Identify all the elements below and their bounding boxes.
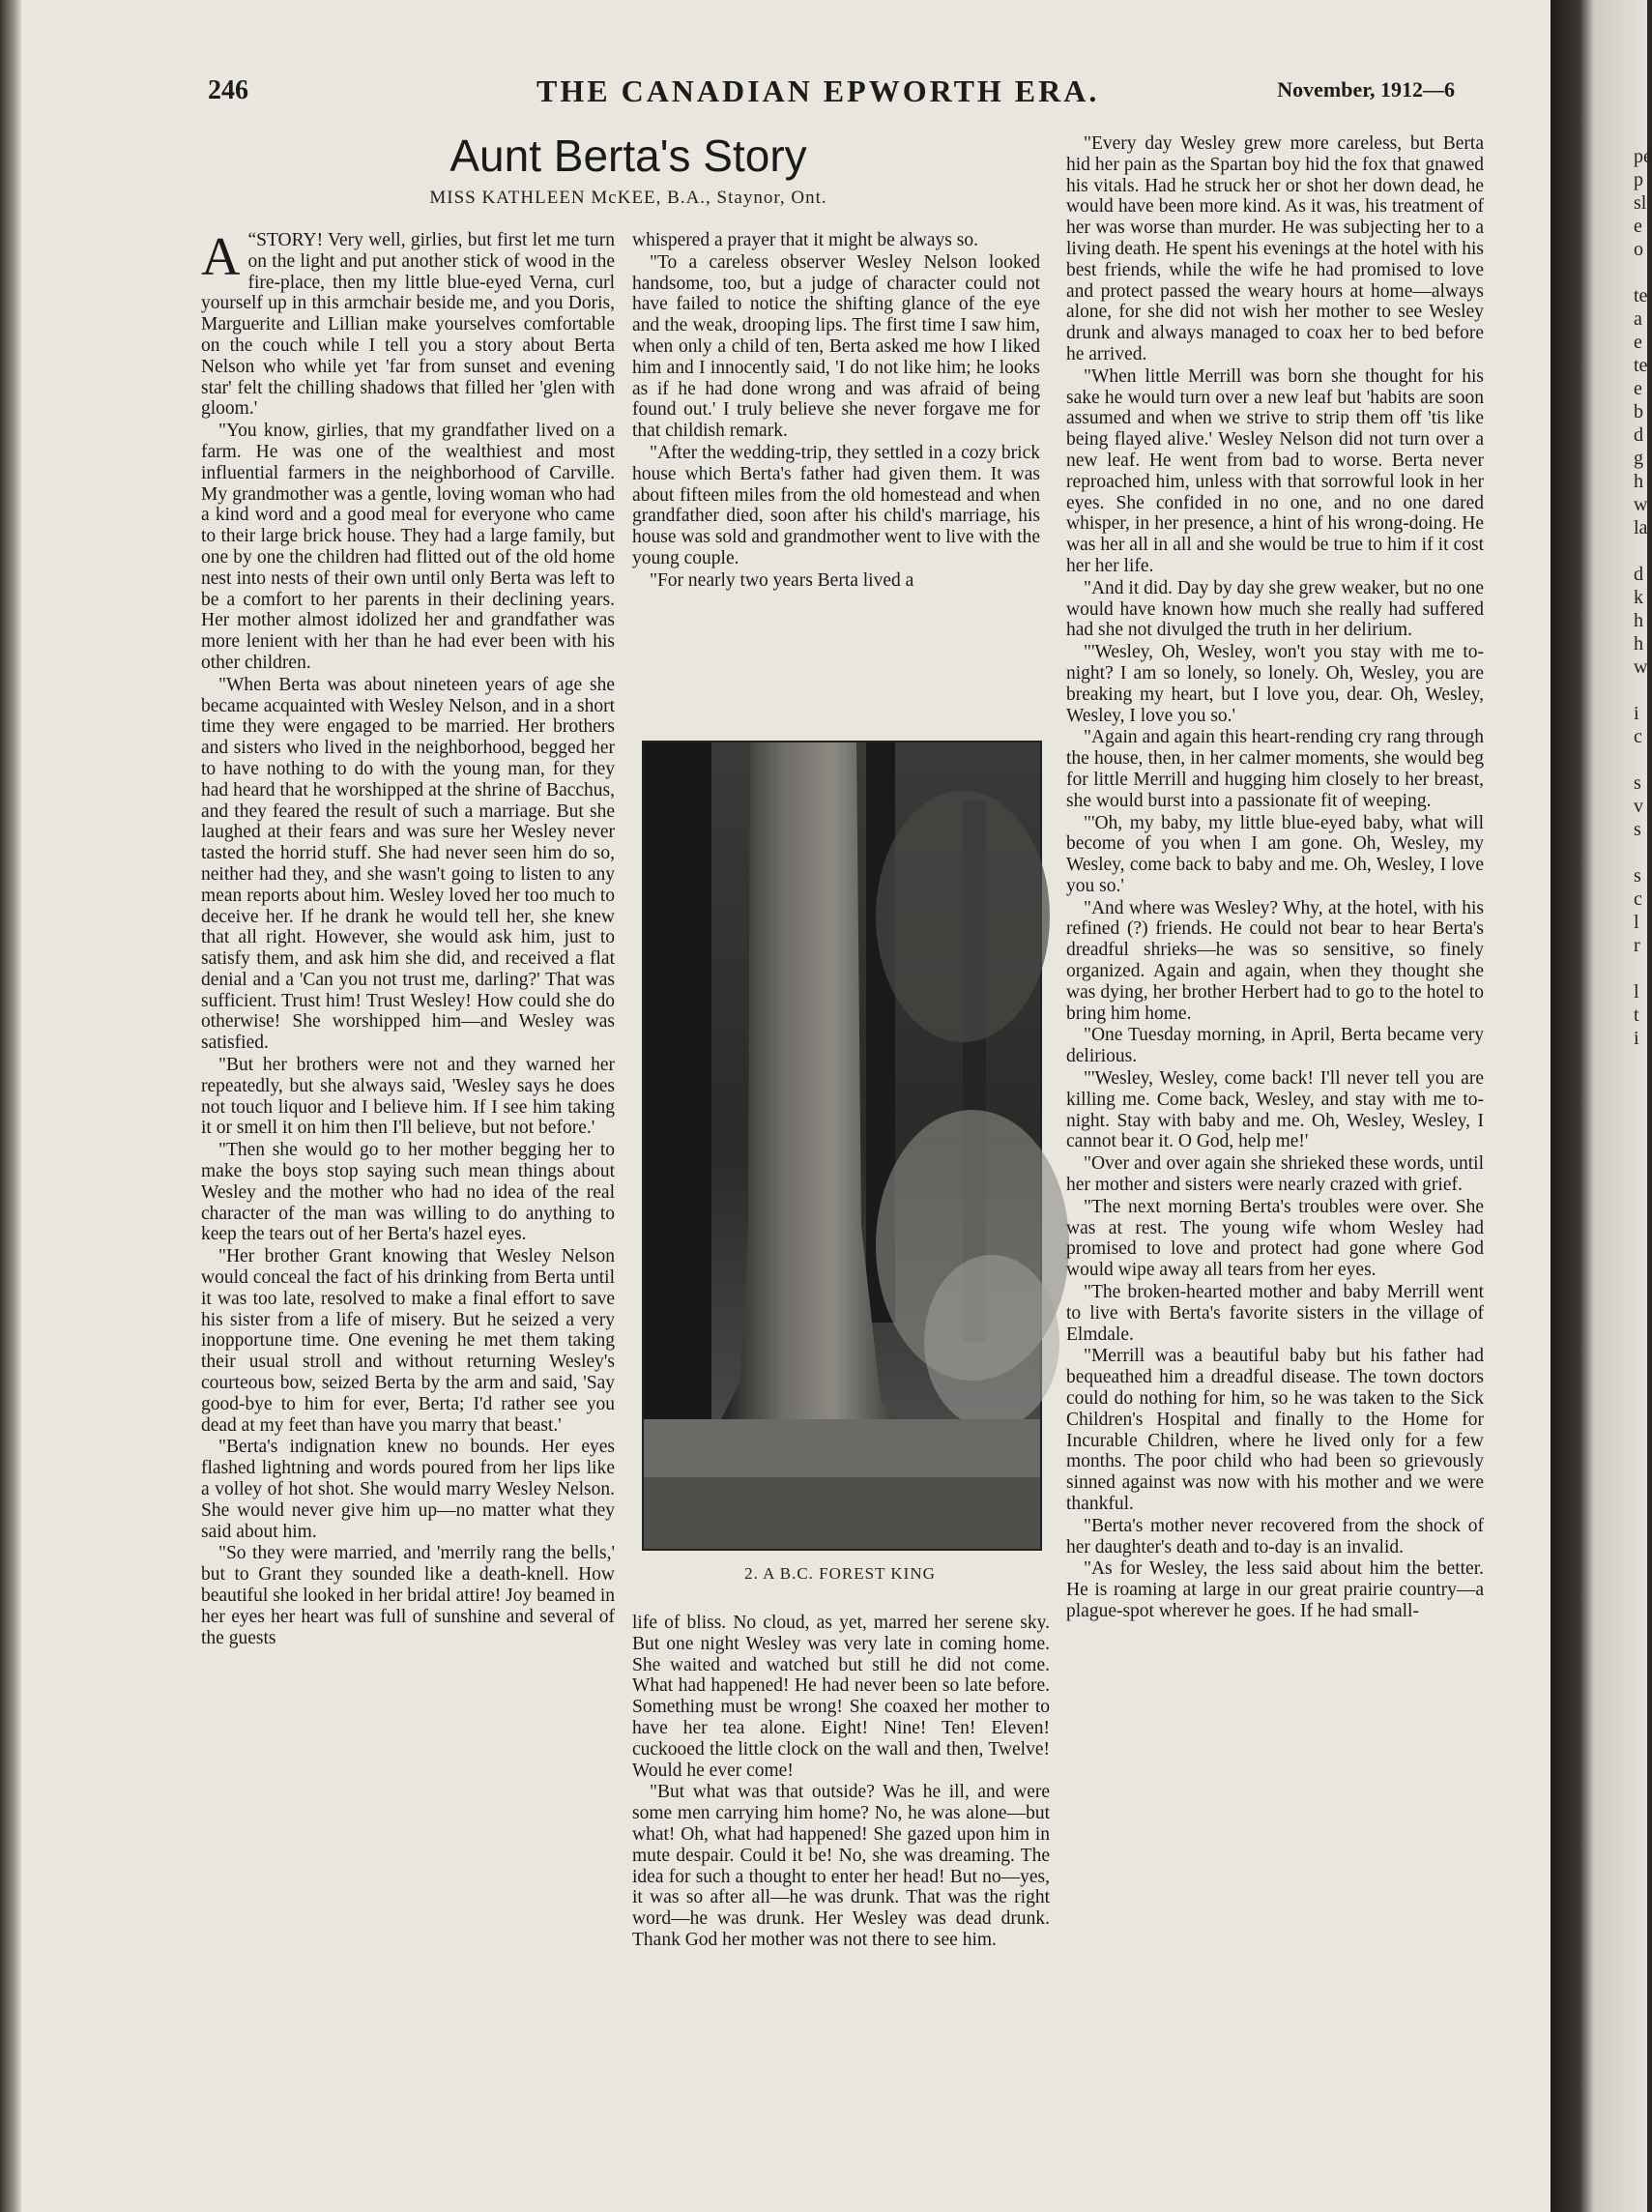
paragraph: "The next morning Berta's troubles were over. She was at rest. The young wife whom Wesley had promised to love and protect had gone where God would wipe away all tears from her eyes. xyxy=(1066,1196,1484,1281)
issue-date: November, 1912—6 xyxy=(1277,77,1455,102)
article-title: Aunt Berta's Story xyxy=(449,131,807,181)
paragraph: "'Wesley, Oh, Wesley, won't you stay with me to-night? I am so lonely, so lonely. Oh, Wesley, you are breaking my heart, but I love you, dear. Oh, Wesley, Wesley, I love you so.' xyxy=(1066,642,1484,726)
paragraph: "So they were married, and 'merrily rang the bells,' but to Grant they sounded like a death-knell. How beautiful she looked in her bridal attire! Joy beamed in her eyes her heart was full of sunshine and several of the guests xyxy=(201,1543,615,1648)
paragraph: life of bliss. No cloud, as yet, marred her serene sky. But one night Wesley was very late in coming home. She waited and watched but still he did not come. What had happened! He had never been so late before. Something must be wrong! She coaxed her mother to have her tea alone. Eight! Nine! Ten! Eleven! cuckooed the little clock on the wall and then, Twelve! Would he ever come! xyxy=(632,1613,1050,1781)
paragraph: "Again and again this heart-rending cry rang through the house, then, in her calmer moments, she would beg for little Merrill and hugging him closely to her breast, she would burst into a passionate fit of weeping. xyxy=(1066,727,1484,811)
paragraph: "After the wedding-trip, they settled in a cozy brick house which Berta's father had given them. It was about fifteen miles from the old homestead and when grandfather died, soon after his child's marriage, his house was sold and grandmother went to live with the young couple. xyxy=(632,442,1040,568)
facing-page-text-fragment: pe p sl e o te a e te e b d g h w la d k h h w i c s v s s c l r l t i xyxy=(1634,146,1652,1049)
paragraph: "But what was that outside? Was he ill, and were some men carrying him home? No, he was alone—but what! Oh, what had happened! She gazed upon him in mute despair. Could it be! No, she was dreaming. The idea for such a thought to enter her head! But no—yes, it was so after all—he was drunk. That was the right word—he was drunk. Her Wesley was dead drunk. Thank God her mother was not there to see him. xyxy=(632,1782,1050,1950)
article-byline: MISS KATHLEEN McKEE, B.A., Staynor, Ont. xyxy=(429,188,827,208)
paragraph: "'Oh, my baby, my little blue-eyed baby, what will become of you when I am gone. Oh, Wesley, my Wesley, come back to baby and me. Oh, Wesley, I love you so.' xyxy=(1066,812,1484,896)
paragraph: "For nearly two years Berta lived a xyxy=(650,569,914,591)
journal-title: THE CANADIAN EPWORTH ERA. xyxy=(536,73,1100,108)
photo-caption: 2. A B.C. FOREST KING xyxy=(744,1564,936,1583)
column-1 xyxy=(201,227,615,2096)
paragraph: "Her brother Grant knowing that Wesley Nelson would conceal the fact of his drinking from Berta until it was too late, resolved to make a final effort to save his sister from a life of misery. But he seized a very inopportune time. One evening he met them taking their usual stroll and without returning Wesley's courteous bow, seized Berta by the arm and said, 'Say good-bye to him for ever, Berta; I'd rather see you dead at my feet than have you marry that beast.' xyxy=(201,1246,615,1436)
page-header xyxy=(208,73,1455,112)
paragraph: whispered a prayer that it might be always so. xyxy=(632,230,978,250)
paragraph: "Berta's mother never recovered from the shock of her daughter's death and to-day is an invalid. xyxy=(1066,1515,1484,1557)
paragraph: "As for Wesley, the less said about him the better. He is roaming at large in our great prairie country—a plague-spot wherever he goes. If he had small- xyxy=(1066,1558,1484,1621)
column-2-bottom xyxy=(632,1613,1050,2106)
paragraph: "One Tuesday morning, in April, Berta became very delirious. xyxy=(1066,1025,1484,1067)
paragraph: "Merrill was a beautiful baby but his father had bequeathed him a dreadful disease. The town doctors could do nothing for him, so he was taken to the Sick Children's Hospital and finally to the Home for Incurable Children, where he lived only for a few months. The poor child who had been so grievously sinned against was now with his mother and we were thankful. xyxy=(1066,1346,1484,1514)
column-3 xyxy=(1066,133,1484,2106)
paragraph: "Every day Wesley grew more careless, but Berta hid her pain as the Spartan boy hid the fox that gnawed his vitals. Had he struck her or shot her down dead, he would have been more kind. As it was, his treatment of her was worse than murder. He was subjecting her to a living death. He spent his evenings at the hotel with his best friends, while the wife he had promised to love and protect passed the weary hours at home—always alone, for she did not wish her mother to see Wesley drunk and always managed to coax her to bed before he arrived. xyxy=(1066,133,1484,364)
paragraph: "And where was Wesley? Why, at the hotel, with his refined (?) friends. He could not bear to hear Berta's dreadful shrieks—he was so sensitive, so finely organized. Again and again, when they thought she was dying, her brother Herbert had to go to the hotel to bring him home. xyxy=(1066,897,1484,1024)
paragraph: "The broken-hearted mother and baby Merrill went to live with Berta's favorite sisters in the village of Elmdale. xyxy=(1066,1282,1484,1345)
paragraph: "When little Merrill was born she thought for his sake he would turn over a new leaf but 'habits are soon assumed and when we strive to strip them off 'tis like being flayed alive.' Wesley Nelson did not turn over a new leaf. He went from bad to worse. Berta never reproached him, unless with that sorrowful look in her eyes. She confided in no one, and no one dared whisper, in her presence, a hint of his wrong-doing. He was her all in all and she would be true to him if it cost her her life. xyxy=(1066,365,1484,576)
paragraph: "'Wesley, Wesley, come back! I'll never tell you are killing me. Come back, Wesley, and stay with me to-night. Stay with baby and me. Oh, Wesley, Wesley, I cannot bear it. O God, help me!' xyxy=(1066,1068,1484,1152)
forest-photo xyxy=(642,741,1042,1551)
paragraph: “ A STORY! Very well, girlies, but first let me turn on the light and put another stick of wood in the fire-place, then my little blue-eyed Verna, curl yourself up in this armchair beside me, and you Doris, Marguerite and Lillian make yourselves comfortable on the couch while I tell you a story about Berta Nelson who while yet 'far from sunset and evening star' felt the chilling shadows that filled her 'glen with gloom.' xyxy=(201,227,615,420)
paragraph: "You know, girlies, that my grandfather lived on a farm. He was one of the wealthiest and most influential farmers in the neighborhood of Carville. My grandmother was a gentle, loving woman who had a kind word and a good meal for everyone who came to their large brick house. They had a large family, but one by one the children had flitted out of the old home nest into nests of their own until only Berta was left to be a comfort to her parents in their declining years. Her mother almost idolized her and grandfather was more lenient with her than he had ever been with his other children. xyxy=(201,421,615,673)
paragraph: "To a careless observer Wesley Nelson looked handsome, too, but a judge of character could not have failed to notice the shifting glance of the eye and the weak, drooping lips. The first time I saw him, when only a child of ten, Berta asked me how I liked him and I innocently said, 'I do not like him; he looks as if he had done wrong and was afraid of being found out.' I truly believe she never forgave me for that childish remark. xyxy=(632,251,1040,442)
paragraph: "Over and over again she shrieked these words, until her mother and sisters were nearly crazed with grief. xyxy=(1066,1153,1484,1196)
facing-page-edge xyxy=(1551,0,1652,2212)
paragraph: "But her brothers were not and they warned her repeatedly, but she always said, 'Wesley says he does not touch liquor and I believe him. If I see him taking it or smell it on him then I'll believe, but not before.' xyxy=(201,1055,615,1139)
paragraph: "When Berta was about nineteen years of age she became acquainted with Wesley Nelson, and in a short time they were engaged to be married. Her brothers and sisters who lived in the neighborhood, begged her to have nothing to do with the young man, for they had heard that he worshipped at the shrine of Bacchus, and they feared the result of such a marriage. But she laughed at their fears and was sure her Wesley never tasted the horrid stuff. She had never seen him do so, neither had they, and she wasn't going to listen to any mean reports about him. Wesley loved her too much to deceive her. If he drank he would tell her, she knew that all right. However, she would ask him, just to satisfy them, and ask him she did, and received a flat denial and a 'Can you not trust me, darling?' That was sufficient. Trust him! Trust Wesley! How could she do otherwise! She worshipped him—and Wesley was satisfied. xyxy=(201,674,615,1054)
column-2-top xyxy=(632,230,1040,713)
paragraph: "Then she would go to her mother begging her to make the boys stop saying such mean things about Wesley and the mother who had no idea of the real character of the man was willing to do anything to keep the tears out of her Berta's hazel eyes. xyxy=(201,1140,615,1245)
drop-cap: A xyxy=(201,227,241,287)
tree-photo-illustration xyxy=(644,742,1040,1549)
book-binding xyxy=(0,0,21,2212)
paragraph: "And it did. Day by day she grew weaker, but no one would have known how much she really had suffered had she not divulged the truth in her delirium. xyxy=(1066,577,1484,641)
paragraph: "Berta's indignation knew no bounds. Her eyes flashed lightning and words poured from her lips like a volley of hot shot. She would marry Wesley Nelson. She would never give him up—no matter what they said about him. xyxy=(201,1437,615,1542)
page-number: 246 xyxy=(208,75,248,105)
